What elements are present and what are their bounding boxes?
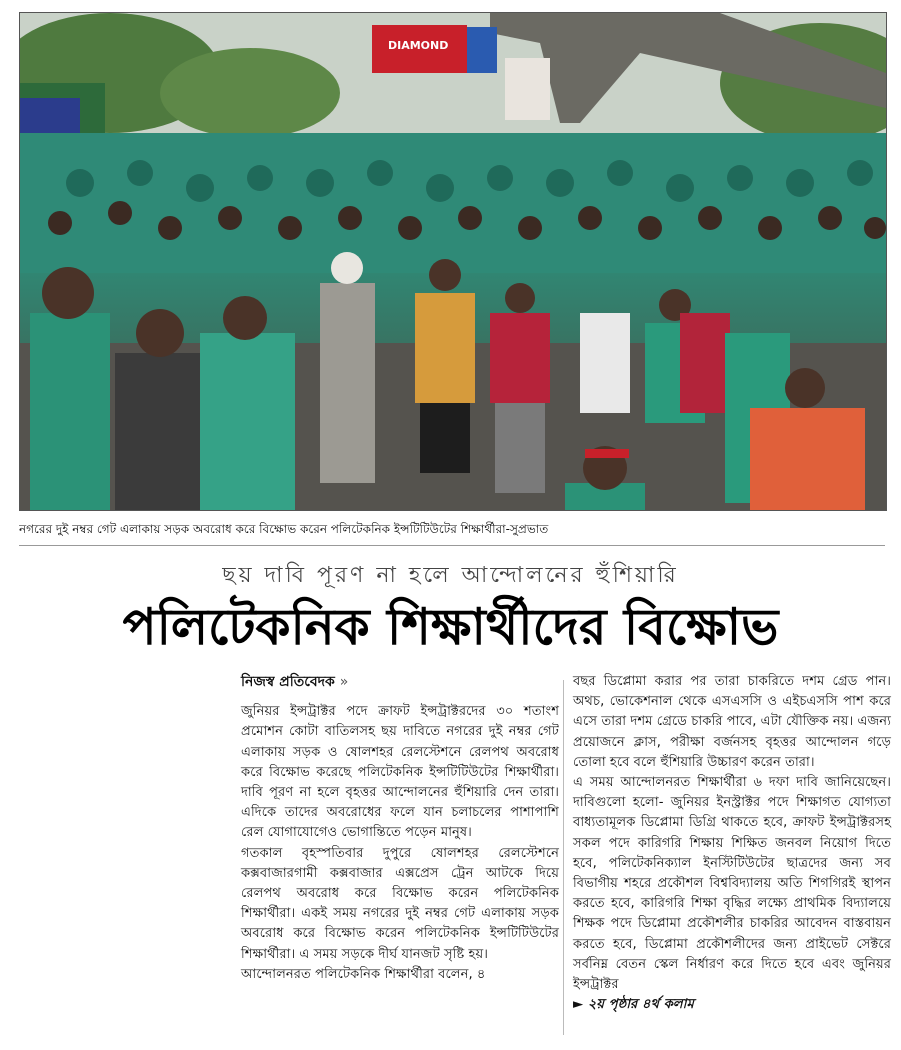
column-divider (563, 680, 564, 1035)
byline-arrows: » (339, 674, 349, 690)
paragraph: বছর ডিপ্লোমা করার পর তারা চাকরিতে দশম গ্রেড পান। অথচ, ভোকেশনাল থেকে এসএসসি ও এইচএসসি পাশ করে এসে তারা দশম গ্রেডে চাকরি পাবে, এটা যৌক্তিক নয়। এজন্য প্রয়োজনে ক্লাস, পরীক্ষা বর্জনসহ বৃহত্তর আন্দোলন গড়ে তোলা হবে বলে হুঁশিয়ারি উচ্চারণ করেন তারা। (573, 674, 891, 770)
article-column-left (241, 672, 559, 985)
photo-caption: নগরের দুই নম্বর গেট এলাকায় সড়ক অবরোধ করে বিক্ষোভ করেন পলিটেকনিক ইন্সটিটিউটের শিক্ষার্থীরা-সুপ্রভাত (19, 522, 549, 536)
paragraph: এ সময় আন্দোলনরত শিক্ষার্থীরা ৬ দফা দাবি জানিয়েছেন। দাবিগুলো হলো- জুনিয়র ইনস্ট্রাক্টর পদে শিক্ষাগত যোগ্যতা বাধ্যতামূলক ডিপ্লোমা ডিগ্রি থাকতে হবে, ক্রাফট ইন্সট্রাক্টরসহ সকল পদে কারিগরি শিক্ষায় শিক্ষিত জনবল নিয়োগ দিতে হবে, পলিটেকনিক্যাল ইনস্টিটিউটের ছাত্রদের জন্য সব বিভাগীয় শহরে প্রকৌশল বিশ্ববিদ্যালয় অতি শিগগিরই স্থাপন করতে হবে, কারিগরি শিক্ষা বৃদ্ধির লক্ষ্যে প্রাথমিক বিদ্যালয়ে শিক্ষক পদে ডিপ্লোমা প্রকৌশলীর চাকরির আবেদন বাস্তবায়ন করতে হবে, ডিপ্লোমা প্রকৌশলীদের জন্য প্রাইভেট সেক্টরে সর্বনিম্ন বেতন স্কেল নির্ধারণ করে দিতে হবে এবং জুনিয়র ইন্সট্রাক্টর (573, 775, 891, 993)
divider (19, 545, 885, 546)
article-headline: পলিটেকনিক শিক্ষার্থীদের বিক্ষোভ (122, 598, 779, 656)
paragraph: গতকাল বৃহস্পতিবার দুপুরে ষোলশহর রেলস্টেশনে কক্সবাজারগামী কক্সবাজার এক্সপ্রেস ট্রেন আটকে দিয়ে রেলপথ অবরোধ করে বিক্ষোভ করেন পলিটেকনিক শিক্ষার্থীরা। একই সময় নগরের দুই নম্বর গেট এলাকায় সড়ক অবরোধ করে বিক্ষোভ করেন পলিটেকনিক ইন্সটিটিউটের শিক্ষার্থীরা। এ সময় সড়কে দীর্ঘ যানজট সৃষ্টি হয়। (241, 845, 559, 962)
billboard-text: DIAMOND (388, 39, 449, 52)
article-column-right (573, 672, 891, 1015)
protest-crowd-photo (20, 13, 886, 510)
byline (241, 672, 559, 692)
continued-link[interactable]: ► ২য় পৃষ্ঠার ৪র্থ কলাম (573, 997, 694, 1013)
news-photo (19, 12, 887, 511)
paragraph: জুনিয়র ইন্সট্রাক্টর পদে ক্রাফট ইন্সট্রাক্টরদের ৩০ শতাংশ প্রমোশন কোটা বাতিলসহ ছয় দাবিতে নগরের দুই নম্বর গেট এলাকায় সড়ক ও ষোলশহর রেলস্টেশনে রেলপথ অবরোধ করে বিক্ষোভ করেছে পলিটেকনিক ইন্সটিটিউটের শিক্ষার্থীরা। দাবি পূরণ না হলে বৃহত্তর আন্দোলনের হুঁশিয়ারি দেন তারা। এদিকে তাদের অবরোধের ফলে যান চলাচলের পাশাপাশি রেল যোগাযোগেও ভোগান্তিতে পড়েন মানুষ। (241, 704, 559, 841)
paragraph: আন্দোলনরত পলিটেকনিক শিক্ষার্থীরা বলেন, ৪ (241, 966, 486, 982)
article-kicker: ছয় দাবি পূরণ না হলে আন্দোলনের হুঁশিয়ারি (222, 563, 679, 588)
byline-name: নিজস্ব প্রতিবেদক (241, 674, 335, 690)
